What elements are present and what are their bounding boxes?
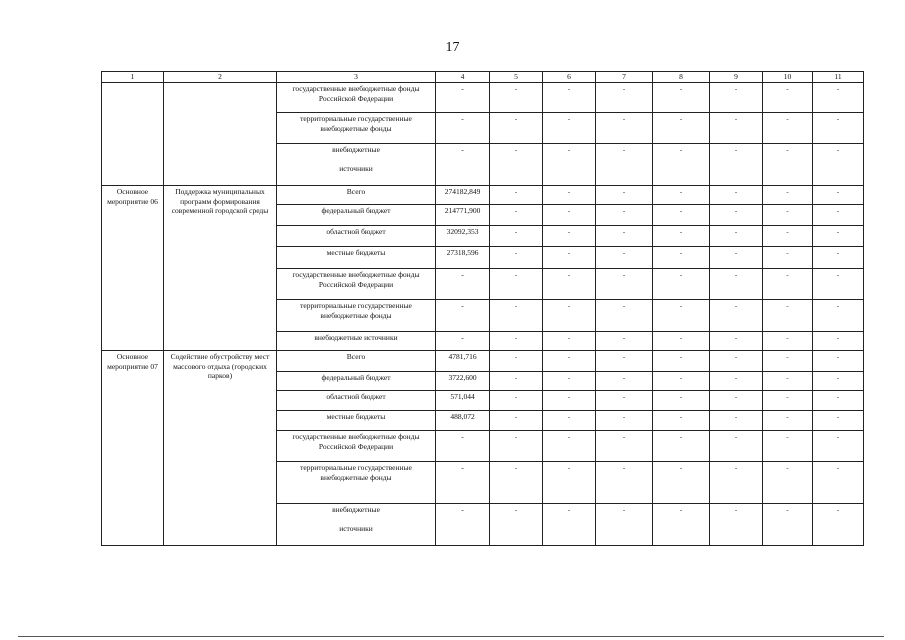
empty-value-cell: - [813, 350, 864, 371]
empty-value-cell: - [813, 371, 864, 390]
program-name-cell: Поддержка муниципальных программ формирования современной городской среды [164, 185, 277, 350]
column-header: 5 [490, 72, 543, 83]
column-header: 8 [653, 72, 710, 83]
funding-source-cell: государственные внебюджетные фонды Российской Федерации [277, 82, 436, 112]
empty-value-cell: - [763, 350, 813, 371]
page-bottom-rule [18, 636, 884, 637]
empty-value-cell: - [596, 82, 653, 112]
empty-value-cell: - [763, 82, 813, 112]
table-row [102, 350, 864, 371]
empty-value-cell: - [490, 82, 543, 112]
column-header: 7 [596, 72, 653, 83]
empty-value-cell: - [710, 246, 763, 268]
funding-source-cell: государственные внебюджетные фонды Российской Федерации [277, 430, 436, 461]
empty-value-cell: - [596, 461, 653, 503]
empty-value-cell: - [653, 461, 710, 503]
empty-value-cell: - [543, 82, 596, 112]
empty-value-cell: - [763, 299, 813, 331]
funding-table [101, 71, 864, 546]
empty-value-cell: - [653, 503, 710, 545]
empty-value-cell: - [653, 112, 710, 143]
empty-value-cell: - [543, 246, 596, 268]
funding-source-cell: областной бюджет [277, 225, 436, 246]
page-number: 17 [445, 40, 460, 55]
empty-value-cell: - [763, 225, 813, 246]
empty-value-cell: - [596, 331, 653, 350]
empty-value-cell: - [653, 204, 710, 225]
empty-value-cell: - [490, 371, 543, 390]
empty-value-cell: - [813, 503, 864, 545]
column-header: 1 [102, 72, 164, 83]
empty-value-cell: - [596, 143, 653, 185]
empty-value-cell: - [710, 82, 763, 112]
column-header: 10 [763, 72, 813, 83]
empty-value-cell: - [543, 185, 596, 204]
empty-value-cell: - [813, 204, 864, 225]
column-number-row [102, 72, 864, 83]
total-value-cell: 3722,600 [436, 371, 490, 390]
total-value-cell: 571,044 [436, 390, 490, 410]
empty-value-cell: - [763, 371, 813, 390]
empty-value-cell: - [763, 461, 813, 503]
empty-value-cell: - [596, 390, 653, 410]
empty-value-cell: - [596, 225, 653, 246]
empty-value-cell: - [596, 185, 653, 204]
empty-value-cell: - [813, 246, 864, 268]
total-value-cell: 214771,900 [436, 204, 490, 225]
event-cell [102, 82, 164, 185]
empty-value-cell: - [543, 331, 596, 350]
empty-value-cell: - [543, 112, 596, 143]
empty-value-cell: - [763, 390, 813, 410]
empty-value-cell: - [763, 410, 813, 430]
funding-source-cell: внебюджетные источники [277, 503, 436, 545]
empty-value-cell: - [596, 246, 653, 268]
funding-source-cell: местные бюджеты [277, 246, 436, 268]
empty-value-cell: - [596, 299, 653, 331]
empty-value-cell: - [490, 204, 543, 225]
empty-value-cell: - [813, 331, 864, 350]
funding-source-cell: федеральный бюджет [277, 371, 436, 390]
empty-value-cell: - [710, 112, 763, 143]
empty-value-cell: - [490, 143, 543, 185]
empty-value-cell: - [490, 503, 543, 545]
empty-value-cell: - [490, 299, 543, 331]
empty-value-cell: - [543, 350, 596, 371]
empty-value-cell: - [710, 185, 763, 204]
empty-value-cell: - [813, 82, 864, 112]
empty-value-cell: - [490, 246, 543, 268]
funding-source-cell: областной бюджет [277, 390, 436, 410]
empty-value-cell: - [710, 143, 763, 185]
empty-value-cell: - [653, 268, 710, 299]
total-value-cell: - [436, 299, 490, 331]
empty-value-cell: - [653, 82, 710, 112]
funding-source-cell: территориальные государственные внебюджетные фонды [277, 461, 436, 503]
column-header: 6 [543, 72, 596, 83]
total-value-cell: - [436, 82, 490, 112]
empty-value-cell: - [763, 143, 813, 185]
empty-value-cell: - [710, 503, 763, 545]
empty-value-cell: - [653, 185, 710, 204]
empty-value-cell: - [596, 503, 653, 545]
column-header: 2 [164, 72, 277, 83]
empty-value-cell: - [490, 410, 543, 430]
empty-value-cell: - [813, 430, 864, 461]
empty-value-cell: - [490, 390, 543, 410]
empty-value-cell: - [710, 350, 763, 371]
total-value-cell: 32092,353 [436, 225, 490, 246]
funding-source-cell: местные бюджеты [277, 410, 436, 430]
empty-value-cell: - [813, 461, 864, 503]
empty-value-cell: - [763, 503, 813, 545]
empty-value-cell: - [710, 371, 763, 390]
empty-value-cell: - [490, 225, 543, 246]
empty-value-cell: - [653, 299, 710, 331]
total-value-cell: - [436, 143, 490, 185]
total-value-cell: 274182,849 [436, 185, 490, 204]
empty-value-cell: - [710, 299, 763, 331]
empty-value-cell: - [653, 390, 710, 410]
empty-value-cell: - [763, 246, 813, 268]
table-row [102, 185, 864, 204]
funding-source-cell: внебюджетные источники [277, 331, 436, 350]
empty-value-cell: - [653, 246, 710, 268]
empty-value-cell: - [763, 331, 813, 350]
empty-value-cell: - [813, 268, 864, 299]
empty-value-cell: - [543, 390, 596, 410]
funding-source-cell: государственные внебюджетные фонды Российской Федерации [277, 268, 436, 299]
empty-value-cell: - [710, 331, 763, 350]
empty-value-cell: - [543, 299, 596, 331]
empty-value-cell: - [710, 268, 763, 299]
funding-source-cell: Всего [277, 350, 436, 371]
column-header: 11 [813, 72, 864, 83]
empty-value-cell: - [543, 204, 596, 225]
empty-value-cell: - [710, 225, 763, 246]
empty-value-cell: - [543, 143, 596, 185]
empty-value-cell: - [763, 268, 813, 299]
empty-value-cell: - [490, 331, 543, 350]
column-header: 9 [710, 72, 763, 83]
empty-value-cell: - [490, 350, 543, 371]
column-header: 4 [436, 72, 490, 83]
empty-value-cell: - [710, 204, 763, 225]
empty-value-cell: - [490, 112, 543, 143]
empty-value-cell: - [763, 185, 813, 204]
empty-value-cell: - [543, 410, 596, 430]
empty-value-cell: - [813, 390, 864, 410]
total-value-cell: - [436, 430, 490, 461]
total-value-cell: - [436, 461, 490, 503]
total-value-cell: 27318,596 [436, 246, 490, 268]
empty-value-cell: - [653, 225, 710, 246]
empty-value-cell: - [490, 185, 543, 204]
empty-value-cell: - [710, 410, 763, 430]
empty-value-cell: - [596, 268, 653, 299]
empty-value-cell: - [490, 268, 543, 299]
empty-value-cell: - [596, 204, 653, 225]
funding-source-cell: территориальные государственные внебюджетные фонды [277, 299, 436, 331]
total-value-cell: 4781,716 [436, 350, 490, 371]
empty-value-cell: - [543, 268, 596, 299]
empty-value-cell: - [653, 371, 710, 390]
table-body [102, 82, 864, 545]
empty-value-cell: - [813, 299, 864, 331]
empty-value-cell: - [596, 371, 653, 390]
empty-value-cell: - [813, 112, 864, 143]
empty-value-cell: - [813, 185, 864, 204]
empty-value-cell: - [653, 350, 710, 371]
funding-source-cell: федеральный бюджет [277, 204, 436, 225]
empty-value-cell: - [543, 503, 596, 545]
empty-value-cell: - [813, 225, 864, 246]
empty-value-cell: - [596, 410, 653, 430]
funding-source-cell: внебюджетные источники [277, 143, 436, 185]
empty-value-cell: - [763, 430, 813, 461]
empty-value-cell: - [596, 430, 653, 461]
empty-value-cell: - [596, 350, 653, 371]
empty-value-cell: - [710, 390, 763, 410]
empty-value-cell: - [763, 204, 813, 225]
empty-value-cell: - [813, 143, 864, 185]
empty-value-cell: - [490, 430, 543, 461]
empty-value-cell: - [653, 143, 710, 185]
empty-value-cell: - [653, 410, 710, 430]
empty-value-cell: - [543, 371, 596, 390]
program-name-cell: Содействие обустройству мест массового отдыха (городских парков) [164, 350, 277, 545]
total-value-cell: - [436, 268, 490, 299]
empty-value-cell: - [763, 112, 813, 143]
total-value-cell: 488,072 [436, 410, 490, 430]
table-row [102, 82, 864, 112]
program-name-cell [164, 82, 277, 185]
empty-value-cell: - [710, 430, 763, 461]
empty-value-cell: - [710, 461, 763, 503]
total-value-cell: - [436, 331, 490, 350]
empty-value-cell: - [813, 410, 864, 430]
empty-value-cell: - [653, 430, 710, 461]
empty-value-cell: - [543, 461, 596, 503]
total-value-cell: - [436, 112, 490, 143]
event-cell: Основное мероприятие 06 [102, 185, 164, 350]
empty-value-cell: - [543, 430, 596, 461]
empty-value-cell: - [596, 112, 653, 143]
column-header: 3 [277, 72, 436, 83]
empty-value-cell: - [653, 331, 710, 350]
empty-value-cell: - [490, 461, 543, 503]
total-value-cell: - [436, 503, 490, 545]
funding-source-cell: территориальные государственные внебюджетные фонды [277, 112, 436, 143]
empty-value-cell: - [543, 225, 596, 246]
funding-source-cell: Всего [277, 185, 436, 204]
event-cell: Основное мероприятие 07 [102, 350, 164, 545]
